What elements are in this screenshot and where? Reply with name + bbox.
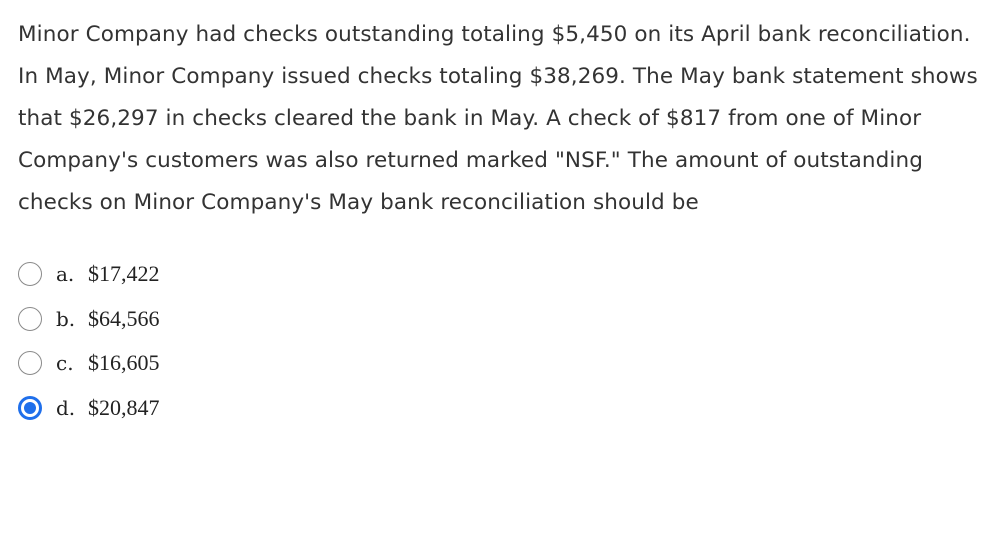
option-letter: b. <box>56 306 76 331</box>
radio-button-b[interactable] <box>18 307 42 331</box>
option-c[interactable] <box>18 341 988 386</box>
answer-options <box>18 252 988 430</box>
option-letter: c. <box>56 351 74 376</box>
option-b[interactable] <box>18 297 988 342</box>
option-value: $17,422 <box>88 261 160 287</box>
option-value: $16,605 <box>88 350 160 376</box>
radio-button-a[interactable] <box>18 262 42 286</box>
option-value: $64,566 <box>88 305 160 331</box>
option-letter: d. <box>56 395 76 420</box>
option-value: $20,847 <box>88 394 160 420</box>
question-text: Minor Company had checks outstanding totaling $5,450 on its April bank reconciliation. In May, Minor Company issued checks totaling $38,269. The May bank statement shows that $26,297 in checks cleared the bank in May. A check of $817 from one of Minor Company's customers was also returned marked "NSF." The amount of outstanding checks on Minor Company's May bank reconciliation should be <box>18 22 978 215</box>
option-letter: a. <box>56 262 75 287</box>
option-d[interactable] <box>18 386 988 431</box>
radio-button-d[interactable] <box>18 396 42 420</box>
radio-button-c[interactable] <box>18 351 42 375</box>
option-a[interactable] <box>18 252 988 297</box>
